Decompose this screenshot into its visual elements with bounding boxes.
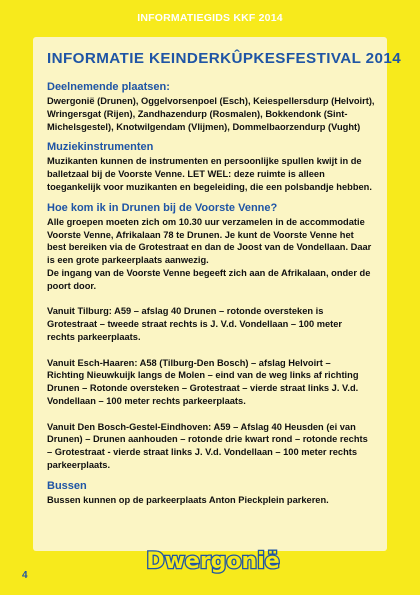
body-line: Dwergonië (Drunen), Oggelvorsenpoel (Esch), Keiespellersdurp (Helvoirt), (47, 96, 375, 106)
section-heading: Muziekinstrumenten (47, 141, 154, 154)
body-line: Vanuit Esch-Haaren: A58 (Tilburg-Den Bosch) – afslag Helvoirt – (47, 357, 331, 368)
body-line: Voorste Venne, Afrikalaan 78 te Drunen. Je kunt de Voorste Venne het (47, 229, 354, 240)
body-line: Grotestraat – tweede straat rechts is J. V.d. Vondellaan – 100 meter (47, 319, 343, 330)
body-line: Vondellaan – 100 meter rechts parkeerplaats. (47, 395, 246, 406)
body-line: De ingang van de Voorste Venne begeeft zich aan de Afrikalaan, onder de (47, 267, 371, 278)
info-section (47, 81, 377, 133)
body-line: parkeerplaats. (47, 459, 111, 470)
header-title: INFORMATIEGIDS KKF 2014 (137, 12, 283, 24)
body-line: balletzaal bij de Voorste Venne. LET WEL: deze ruimte is alleen (47, 169, 325, 180)
body-line: Michelsgestel), Knotwilgendam (Vlijmen), Dommelbaorzendurp (Vught) (47, 121, 361, 132)
body-line: Drunen) – Drunen aanhouden – rotonde drie kwart rond – rotonde rechts (47, 434, 368, 445)
body-line: – Grotestraat - vierde straat links J. V.d. Vondellaan – 100 meter rechts (47, 447, 358, 458)
info-section (47, 202, 377, 472)
content-body (47, 50, 402, 515)
logo-text: Dwergonië (146, 549, 280, 574)
section-heading: Bussen (47, 479, 87, 492)
paragraph-gap (47, 408, 377, 421)
body-line: Drunen – Rotonde oversteken – Grotestraat – vierde straat links J. V.d. (47, 383, 359, 394)
info-section (47, 141, 377, 193)
body-line: best bereiken via de Grotestraat en dan de Joost van de Vondellaan. Daar (47, 242, 372, 253)
page-title: INFORMATIE KEINDERKÛPKESFESTIVAL 2014 (47, 50, 402, 67)
body-line: toegankelijk voor muzikanten en begeleiding, die een polsbandje hebben. (47, 181, 372, 192)
paragraph-gap (47, 344, 377, 357)
body-line: Wringersgat (Rijen), Zandhazendurp (Rosmalen), Bokkendonk (Sint- (47, 108, 348, 119)
body-line: Muzikanten kunnen de instrumenten en persoonlijke spullen kwijt in de (47, 156, 362, 167)
sections-container (47, 81, 377, 507)
body-line: rechts parkeerplaats. (47, 331, 141, 342)
dwergonie-logo (146, 542, 280, 576)
body-line: Alle groepen moeten zich om 10.30 uur verzamelen in de accommodatie (47, 216, 365, 227)
section-heading: Hoe kom ik in Drunen bij de Voorste Venne? (47, 201, 278, 214)
content-card (33, 37, 402, 551)
paragraph-gap (47, 293, 377, 306)
body-line: Vanuit Den Bosch-Gestel-Eindhoven: A59 – Afslag 40 Heusden (ei van (47, 421, 356, 432)
body-line: Richting Nieuwkuijk langs de Molen – eind van de weg links af richting (47, 370, 359, 381)
page-number: 4 (22, 570, 28, 581)
body-line: poort door. (47, 280, 97, 291)
page-header (0, 0, 420, 34)
info-section (47, 480, 377, 507)
body-line: Vanuit Tilburg: A59 – afslag 40 Drunen – rotonde oversteken is (47, 306, 324, 317)
section-heading: Deelnemende plaatsen: (47, 81, 170, 93)
body-line: Bussen kunnen op de parkeerplaats Anton Pieckplein parkeren. (47, 494, 329, 505)
body-line: is een grote parkeerplaats aanwezig. (47, 255, 209, 266)
